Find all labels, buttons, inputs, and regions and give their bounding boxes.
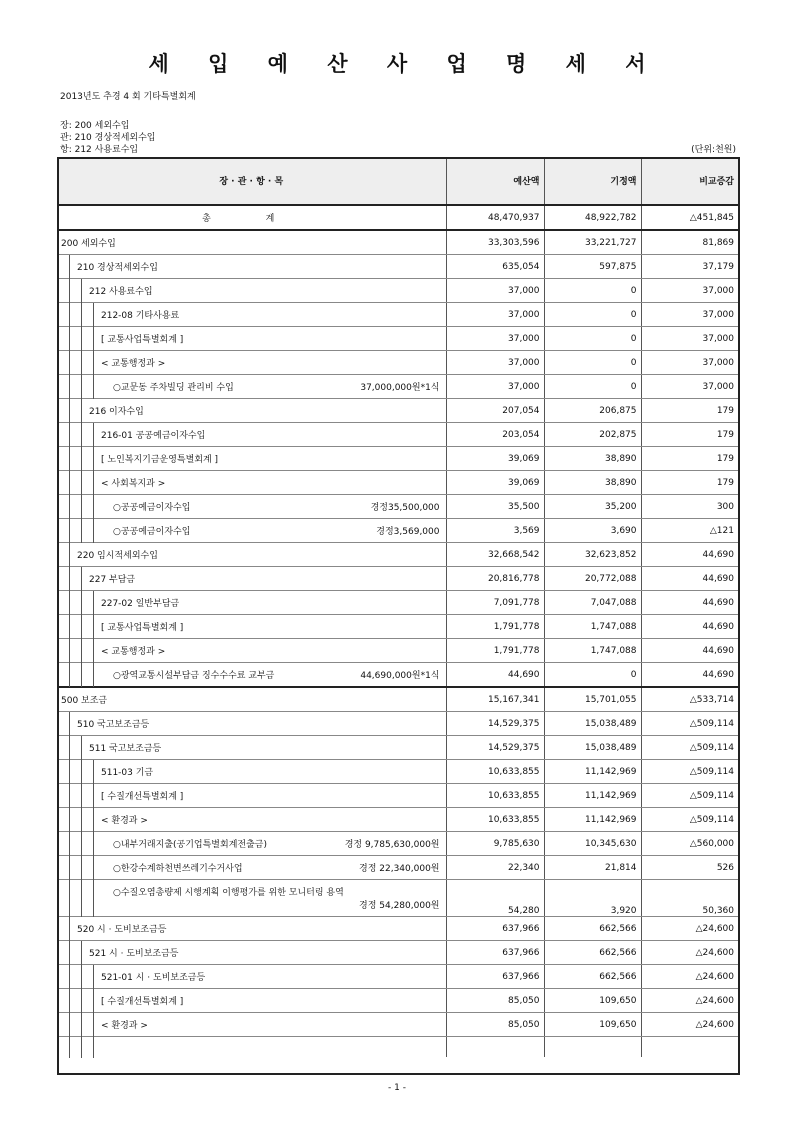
row-diff: 44,690 (641, 543, 738, 567)
row-label: ○공공예금이자수입 (113, 527, 191, 537)
row-label: ○공공예금이자수입 (113, 503, 191, 513)
row-label: ○수질오염총량제 시행계획 이행평가를 위한 모니터링 용역 (113, 888, 344, 898)
indent-line (93, 303, 94, 399)
total-label: 총 계 (57, 205, 446, 230)
row-prior: 1,747,088 (544, 615, 641, 639)
row-prior: 662,566 (544, 965, 641, 989)
table-row (57, 279, 738, 303)
row-diff: △509,114 (641, 736, 738, 760)
row-label-cell (57, 965, 446, 989)
row-budget: 85,050 (446, 989, 544, 1013)
row-label: < 환경과 > (101, 816, 148, 826)
total-row (57, 205, 738, 230)
subtitle: 2013년도 추경 4 회 기타특별회계 (60, 92, 196, 102)
budget-table (57, 157, 738, 1057)
row-label-cell (57, 880, 446, 917)
row-diff: △509,114 (641, 808, 738, 832)
row-prior: 0 (544, 327, 641, 351)
row-label-cell (57, 567, 446, 591)
table-row (57, 760, 738, 784)
table-row (57, 712, 738, 736)
row-label-cell (57, 591, 446, 615)
row-amount-note: 37,000,000원*1식 (360, 383, 440, 393)
row-label-cell (57, 327, 446, 351)
row-amount-note: 경정3,569,000 (376, 527, 440, 537)
row-prior: 662,566 (544, 941, 641, 965)
row-prior: 10,345,630 (544, 832, 641, 856)
table-row (57, 808, 738, 832)
row-budget: 35,500 (446, 495, 544, 519)
row-budget: 1,791,778 (446, 639, 544, 663)
row-prior: 11,142,969 (544, 784, 641, 808)
row-label-cell (57, 495, 446, 519)
row-label: [ 교통사업특별회계 ] (101, 335, 184, 345)
row-label-cell (57, 543, 446, 567)
header-prior: 기정액 (544, 157, 641, 205)
row-label: 520 시 · 도비보조금등 (77, 925, 167, 935)
indent-line (81, 941, 82, 1058)
row-label: 200 세외수입 (61, 239, 116, 249)
row-label: 521-01 시 · 도비보조금등 (101, 973, 206, 983)
row-diff: △509,114 (641, 784, 738, 808)
row-label: < 사회복지과 > (101, 479, 166, 489)
table-row (57, 255, 738, 279)
table-row (57, 615, 738, 639)
indent-line (69, 712, 70, 1058)
row-budget: 14,529,375 (446, 712, 544, 736)
row-label-cell (57, 760, 446, 784)
row-amount-note: 경정 22,340,000원 (359, 864, 440, 874)
row-prior: 0 (544, 351, 641, 375)
row-diff: 179 (641, 423, 738, 447)
row-prior: 0 (544, 663, 641, 688)
row-budget: 207,054 (446, 399, 544, 423)
header-item: 장 · 관 · 항 · 목 (57, 157, 446, 205)
table-row (57, 495, 738, 519)
row-prior: 21,814 (544, 856, 641, 880)
row-budget: 637,966 (446, 941, 544, 965)
indent-line (69, 255, 70, 687)
indent-line (81, 736, 82, 917)
row-diff: 44,690 (641, 591, 738, 615)
row-budget: 85,050 (446, 1013, 544, 1037)
row-label-cell (57, 279, 446, 303)
table-row (57, 399, 738, 423)
row-label: ○교문동 주차빌딩 관리비 수입 (113, 383, 234, 393)
row-label-cell (57, 615, 446, 639)
row-diff: 300 (641, 495, 738, 519)
row-label-cell (57, 230, 446, 255)
row-diff: 44,690 (641, 639, 738, 663)
row-label: ○광역교통시설부담금 징수수수료 교부금 (113, 671, 275, 681)
row-label-cell (57, 639, 446, 663)
row-label-cell (57, 856, 446, 880)
row-diff: 37,179 (641, 255, 738, 279)
table-row (57, 687, 738, 712)
row-budget: 10,633,855 (446, 808, 544, 832)
total-budget: 48,470,937 (446, 205, 544, 230)
row-budget: 54,280 (446, 880, 544, 917)
row-prior: 32,623,852 (544, 543, 641, 567)
table-row (57, 989, 738, 1013)
row-label: ○내부거래지출(공기업특별회계전출금) (113, 840, 267, 850)
row-label-cell (57, 519, 446, 543)
row-budget: 637,966 (446, 917, 544, 941)
indent-line (93, 423, 94, 543)
document-title: 세 입 예 산 사 업 명 세 서 (148, 52, 662, 76)
row-prior: 20,772,088 (544, 567, 641, 591)
table-row (57, 784, 738, 808)
row-label: 510 국고보조금등 (77, 720, 150, 730)
row-diff: 44,690 (641, 663, 738, 688)
row-budget: 37,000 (446, 375, 544, 399)
row-prior: 662,566 (544, 917, 641, 941)
row-prior: 109,650 (544, 1013, 641, 1037)
row-diff: △509,114 (641, 760, 738, 784)
row-prior: 38,890 (544, 447, 641, 471)
row-label: 212 사용료수입 (89, 287, 153, 297)
row-label: 212-08 기타사용료 (101, 311, 180, 321)
table-row (57, 567, 738, 591)
row-label-cell (57, 255, 446, 279)
table-row (57, 941, 738, 965)
row-diff: 44,690 (641, 615, 738, 639)
row-budget: 22,340 (446, 856, 544, 880)
row-label-cell (57, 447, 446, 471)
table-row (57, 303, 738, 327)
row-label: 500 보조금 (61, 696, 108, 706)
row-label-cell (57, 832, 446, 856)
row-budget: 635,054 (446, 255, 544, 279)
table-row (57, 543, 738, 567)
row-label: ○한강수계하천변쓰레기수거사업 (113, 864, 243, 874)
indent-line (93, 965, 94, 1058)
row-budget: 32,668,542 (446, 543, 544, 567)
row-label: [ 교통사업특별회계 ] (101, 623, 184, 633)
row-diff: 37,000 (641, 375, 738, 399)
row-label: 216-01 공공예금이자수입 (101, 431, 206, 441)
row-prior: 0 (544, 303, 641, 327)
row-diff: 37,000 (641, 303, 738, 327)
row-diff: 37,000 (641, 327, 738, 351)
header-diff: 비교증감 (641, 157, 738, 205)
row-label: < 교통행정과 > (101, 359, 166, 369)
row-prior: 15,038,489 (544, 712, 641, 736)
row-prior: 109,650 (544, 989, 641, 1013)
row-label: 511-03 기금 (101, 768, 154, 778)
indent-line (81, 279, 82, 543)
row-amount-note: 경정 9,785,630,000원 (344, 840, 440, 850)
table-row (57, 519, 738, 543)
row-amount-note: 경정35,500,000 (370, 503, 440, 513)
row-prior: 11,142,969 (544, 808, 641, 832)
row-budget: 44,690 (446, 663, 544, 688)
row-budget: 37,000 (446, 351, 544, 375)
indent-line (93, 591, 94, 687)
header-budget: 예산액 (446, 157, 544, 205)
table-row (57, 1013, 738, 1037)
row-budget: 10,633,855 (446, 784, 544, 808)
total-diff: △451,845 (641, 205, 738, 230)
row-budget: 37,000 (446, 279, 544, 303)
row-label-cell (57, 687, 446, 712)
table-row (57, 880, 738, 917)
row-label: < 교통행정과 > (101, 647, 166, 657)
row-prior: 0 (544, 375, 641, 399)
row-label: < 환경과 > (101, 1021, 148, 1031)
row-label-cell (57, 989, 446, 1013)
row-prior: 3,920 (544, 880, 641, 917)
table-row (57, 423, 738, 447)
row-prior: 7,047,088 (544, 591, 641, 615)
table-row (57, 230, 738, 255)
table-row (57, 856, 738, 880)
row-label-cell (57, 303, 446, 327)
row-budget: 637,966 (446, 965, 544, 989)
row-budget: 1,791,778 (446, 615, 544, 639)
row-label-cell (57, 808, 446, 832)
row-prior: 3,690 (544, 519, 641, 543)
indent-line (93, 760, 94, 917)
row-label-cell (57, 399, 446, 423)
row-diff: 179 (641, 399, 738, 423)
table-row (57, 471, 738, 495)
table-row (57, 736, 738, 760)
row-diff: 81,869 (641, 230, 738, 255)
table-row (57, 447, 738, 471)
row-amount-note: 44,690,000원*1식 (360, 671, 440, 681)
row-prior: 38,890 (544, 471, 641, 495)
row-label-cell (57, 941, 446, 965)
hang-label: 항: 212 사용료수입 (60, 145, 139, 155)
row-label-cell (57, 351, 446, 375)
unit-label: (단위:천원) (691, 145, 736, 155)
row-amount-note: 경정 54,280,000원 (359, 901, 440, 911)
jang-label: 장: 200 세외수입 (60, 121, 130, 131)
row-budget: 20,816,778 (446, 567, 544, 591)
row-diff: △24,600 (641, 941, 738, 965)
total-prior: 48,922,782 (544, 205, 641, 230)
table-row (57, 663, 738, 688)
row-prior: 33,221,727 (544, 230, 641, 255)
table-row (57, 591, 738, 615)
row-prior: 11,142,969 (544, 760, 641, 784)
row-label: 220 임시적세외수입 (77, 551, 158, 561)
row-label: 511 국고보조금등 (89, 744, 162, 754)
row-label: [ 수질개선특별회계 ] (101, 792, 184, 802)
row-prior: 35,200 (544, 495, 641, 519)
row-label: 216 이자수입 (89, 407, 144, 417)
row-diff: 37,000 (641, 351, 738, 375)
row-budget: 39,069 (446, 471, 544, 495)
row-budget: 10,633,855 (446, 760, 544, 784)
table-row (57, 965, 738, 989)
row-prior: 15,701,055 (544, 687, 641, 712)
row-label-cell (57, 736, 446, 760)
row-diff: △24,600 (641, 989, 738, 1013)
row-diff: △24,600 (641, 917, 738, 941)
row-diff: △24,600 (641, 1013, 738, 1037)
row-label: 227 부담금 (89, 575, 136, 585)
gwan-label: 관: 210 경상적세외수입 (60, 133, 156, 143)
row-prior: 202,875 (544, 423, 641, 447)
table-row (57, 917, 738, 941)
row-diff: △121 (641, 519, 738, 543)
row-label: 227-02 일반부담금 (101, 599, 180, 609)
row-prior: 597,875 (544, 255, 641, 279)
row-prior: 1,747,088 (544, 639, 641, 663)
table-row (57, 327, 738, 351)
row-label-cell (57, 784, 446, 808)
table-header (57, 157, 738, 205)
row-label: 210 경상적세외수입 (77, 263, 158, 273)
table-row (57, 375, 738, 399)
row-budget: 203,054 (446, 423, 544, 447)
row-label: [ 수질개선특별회계 ] (101, 997, 184, 1007)
table-row (57, 832, 738, 856)
row-diff: 50,360 (641, 880, 738, 917)
row-budget: 9,785,630 (446, 832, 544, 856)
row-budget: 33,303,596 (446, 230, 544, 255)
row-label-cell (57, 375, 446, 399)
table-row (57, 351, 738, 375)
row-label-cell (57, 1013, 446, 1037)
row-diff: △560,000 (641, 832, 738, 856)
row-diff: △509,114 (641, 712, 738, 736)
row-label: [ 노인복지기금운영특별회계 ] (101, 455, 219, 465)
row-label: 521 시 · 도비보조금등 (89, 949, 179, 959)
row-budget: 7,091,778 (446, 591, 544, 615)
row-diff: 37,000 (641, 279, 738, 303)
row-diff: 179 (641, 471, 738, 495)
row-label-cell (57, 663, 446, 688)
row-prior: 0 (544, 279, 641, 303)
row-budget: 37,000 (446, 327, 544, 351)
row-label-cell (57, 712, 446, 736)
filler-row (57, 1037, 738, 1058)
page-number: - 1 - (388, 1083, 406, 1093)
row-prior: 206,875 (544, 399, 641, 423)
row-prior: 15,038,489 (544, 736, 641, 760)
row-diff: 526 (641, 856, 738, 880)
indent-line (81, 567, 82, 687)
row-label-cell (57, 471, 446, 495)
row-label-cell (57, 423, 446, 447)
row-diff: 44,690 (641, 567, 738, 591)
table-row (57, 639, 738, 663)
row-budget: 14,529,375 (446, 736, 544, 760)
row-budget: 39,069 (446, 447, 544, 471)
row-diff: 179 (641, 447, 738, 471)
row-diff: △533,714 (641, 687, 738, 712)
row-budget: 3,569 (446, 519, 544, 543)
row-budget: 15,167,341 (446, 687, 544, 712)
row-budget: 37,000 (446, 303, 544, 327)
row-label-cell (57, 917, 446, 941)
row-diff: △24,600 (641, 965, 738, 989)
